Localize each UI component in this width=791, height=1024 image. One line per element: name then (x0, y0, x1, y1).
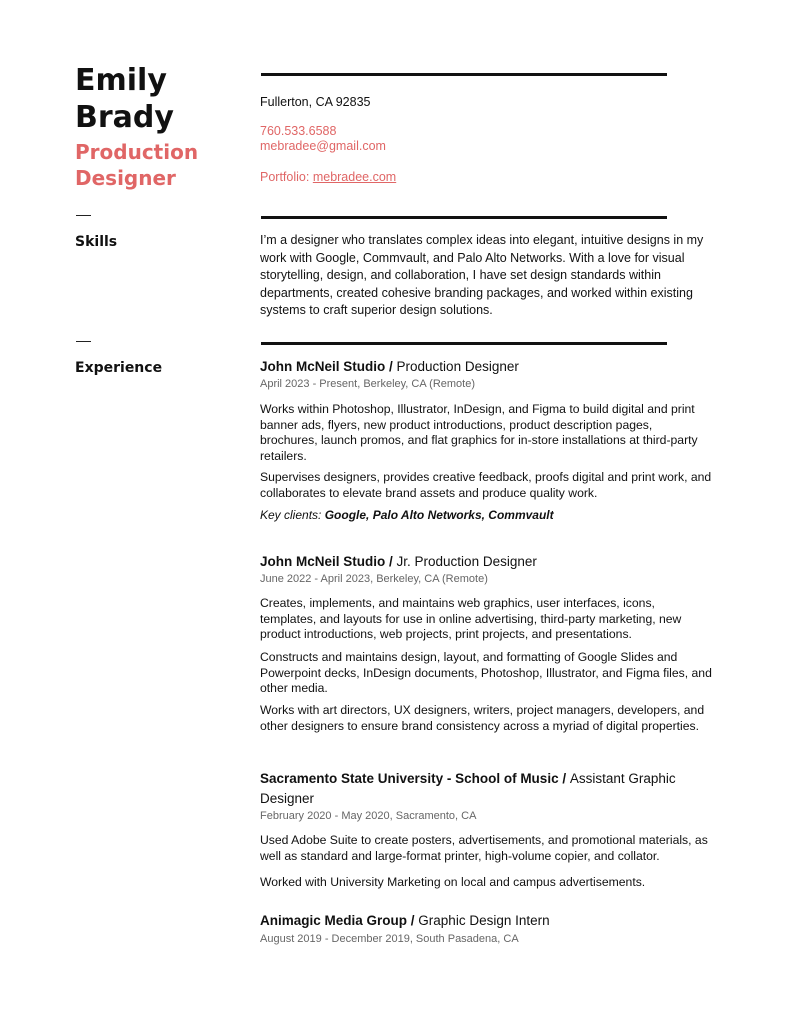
phone: 760.533.6588 (260, 124, 337, 138)
job-meta: August 2019 - December 2019, South Pasadena, CA (260, 933, 519, 945)
job-company: John McNeil Studio (260, 554, 386, 569)
job-meta: April 2023 - Present, Berkeley, CA (Remote) (260, 378, 475, 390)
job-paragraph: Creates, implements, and maintains web graphics, user interfaces, icons, templates, and layouts for use in online advertising, third-party marketing, new product introductions, web projects, print projects, and presentations. (260, 596, 682, 641)
first-name: Emily (75, 63, 167, 98)
job-paragraph: Used Adobe Suite to create posters, advertisements, and promotional materials, as well as standard and large-format printer, high-volume copier, and collator. (260, 833, 708, 863)
address: Fullerton, CA 92835 (260, 95, 371, 109)
job-separator: / (558, 771, 570, 786)
job-meta: June 2022 - April 2023, Berkeley, CA (Remote) (260, 573, 488, 585)
skills-dash (76, 215, 91, 216)
job-separator: / (385, 554, 397, 569)
portfolio-label: Portfolio: (260, 170, 310, 184)
skills-label: Skills (75, 234, 118, 250)
experience-dash (76, 341, 91, 342)
experience-divider (261, 342, 667, 345)
skills-summary: I’m a designer who translates complex ideas into elegant, intuitive designs in my work with Google, Commvault, and Palo Alto Networks. With a love for visual storytelling, design, and collaboration, I have set design standards within departments, created cohesive branding packages, and worked within existing systems to craft superior design solutions. (260, 233, 704, 317)
job-role: Jr. Production Designer (396, 554, 537, 569)
title-line-2: Designer (75, 166, 176, 190)
job-paragraph: Works within Photoshop, Illustrator, InDesign, and Figma to build digital and print banner ads, flyers, new product introductions, product description pages, brochures, launch promos, and flat graphics for in-store installations at third-party retailers. (260, 402, 698, 463)
job-title (75, 139, 245, 191)
portfolio-link[interactable]: mebradee.com (312, 170, 397, 184)
job-role: Production Designer (396, 359, 519, 374)
job-heading (260, 552, 710, 572)
job-separator: / (385, 359, 397, 374)
job-paragraph: Worked with University Marketing on local and campus advertisements. (260, 875, 646, 889)
key-clients-list: Google, Palo Alto Networks, Commvault (324, 508, 554, 522)
name-heading (75, 62, 245, 136)
portfolio (260, 170, 396, 184)
last-name: Brady (75, 100, 174, 135)
job-role: Graphic Design Intern (418, 913, 550, 928)
job-heading (260, 911, 710, 931)
job-paragraph: Supervises designers, provides creative feedback, proofs digital and print work, and collaborates to elevate brand assets and produce quality work. (260, 470, 712, 500)
job-company: Animagic Media Group (260, 913, 408, 928)
title-line-1: Production (75, 140, 199, 164)
experience-label: Experience (75, 360, 163, 376)
skills-divider (261, 216, 667, 219)
job-paragraph: Works with art directors, UX designers, writers, project managers, developers, and other designers to ensure brand consistency across a myriad of digital properties. (260, 703, 705, 733)
job-paragraph: Constructs and maintains design, layout, and formatting of Google Slides and Powerpoint decks, InDesign documents, Photoshop, Illustrator, and Figma files, and other media. (260, 650, 712, 695)
job-heading (260, 357, 710, 377)
job-company: John McNeil Studio (260, 359, 386, 374)
job-separator: / (407, 913, 419, 928)
job-heading (260, 769, 690, 809)
key-clients-label: Key clients: (260, 508, 322, 522)
top-divider (261, 73, 667, 76)
job-role: Assistant Graphic Designer (260, 771, 676, 806)
key-clients (260, 508, 554, 522)
email: mebradee@gmail.com (260, 139, 386, 153)
job-meta: February 2020 - May 2020, Sacramento, CA (260, 810, 477, 822)
job-company: Sacramento State University - School of Music (260, 771, 559, 786)
